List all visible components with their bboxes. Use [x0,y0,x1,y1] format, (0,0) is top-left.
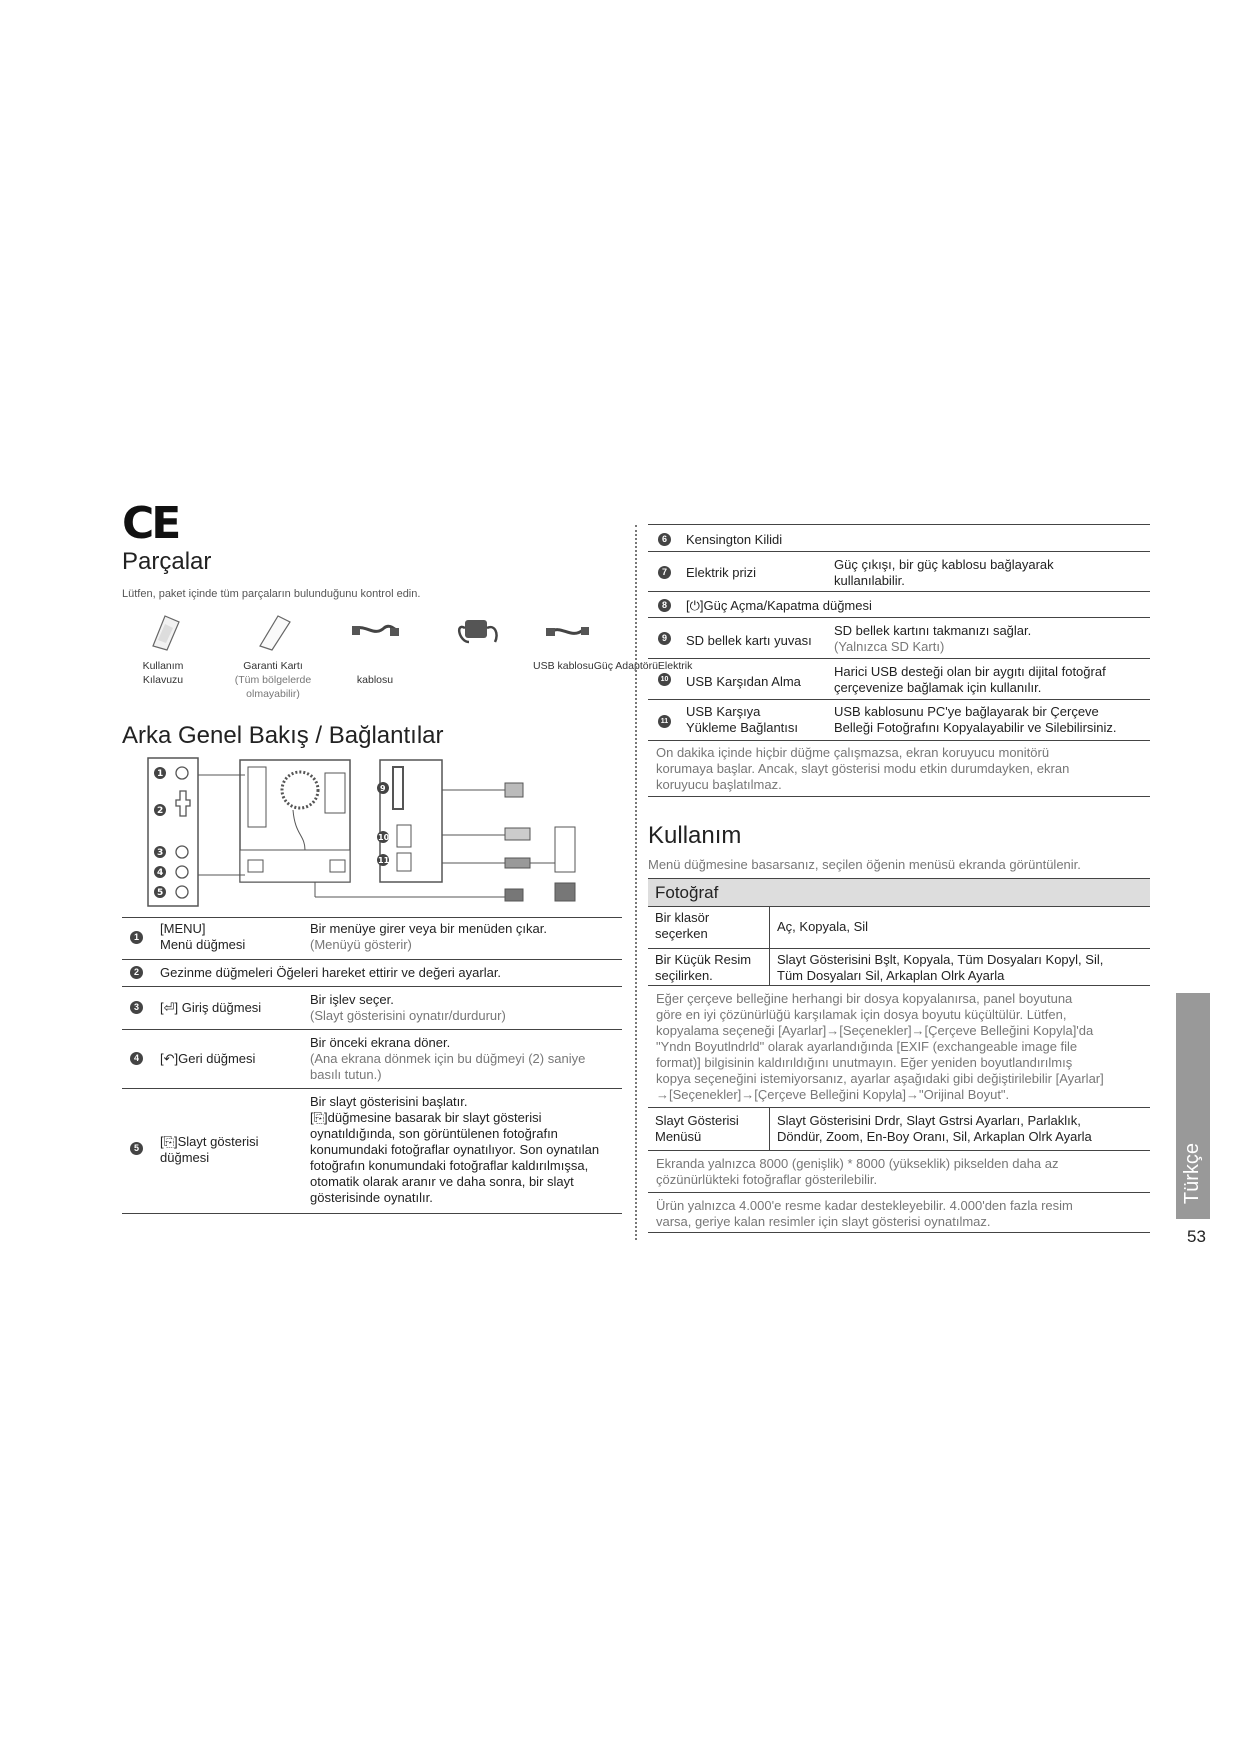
rule [122,986,622,987]
nav-label: Gezinme düğmeleri Öğeleri hareket ettirir ve değeri ayarlar. [160,965,502,980]
svg-text:1: 1 [157,769,164,779]
page-number: 53 [1187,1227,1206,1246]
parts-intro: Lütfen, paket içinde tüm parçaların bulunduğunu kontrol edin. [122,588,421,600]
usb-upload-label: USB Karşıya Yükleme Bağlantısı [686,704,799,735]
photo-section-title: Fotoğraf [655,883,719,902]
svg-text:11: 11 [378,856,390,865]
svg-text:5: 5 [157,888,164,898]
usage-intro: Menü düğmesine basarsanız, seçilen öğenin menüsü ekranda görüntülenir. [648,857,1081,872]
screensaver-note: On dakika içinde hiçbir düğme çalışmazsa, ekran koruyucu monitörü korumaya başlar. Ancak, slayt gösterisi modu etkin durumdayken, ekran koruyucu başlatılmaz. [656,745,1070,792]
back-desc: Bir önceki ekrana döner. (Ana ekrana dönmek için bu düğmeyi (2) saniye basılı tutun.) [310,1035,586,1082]
rule [648,1232,1150,1233]
right-row-power-button [648,594,1150,616]
slideshow-desc: Bir slayt gösterisini başlatır. [⎘]düğmesine basarak bir slayt gösterisi oynatıldığında, son görüntülenen fotoğrafın konumundaki fotoğraflar oynatılıyor. Son oynatılan fotoğrafın konumundaki fotoğraflar kaldırılmışsa, otomatik olarak aranır ve daha sonra, bir slayt gösterisinde oynatılır. [310,1094,600,1205]
parts-title: Parçalar [122,548,212,575]
right-row-usb-download [648,661,1150,699]
svg-text:2: 2 [157,806,164,816]
resolution-note: Ekranda yalnızca 8000 (genişlik) * 8000 (yükseklik) pikselden daha az çözünürlükteki fotoğraflar gösterilebilir. [656,1156,1059,1187]
left-row-back [122,1033,622,1087]
column-divider [635,525,637,1240]
svg-text:10: 10 [378,833,390,842]
right-row-usb-upload [648,702,1150,740]
folder-cell-2: Aç, Kopyala, Sil [777,919,869,934]
kensington-label: Kensington Kilidi [686,532,783,547]
resize-note: Eğer çerçeve belleğine herhangi bir dosya kopyalanırsa, panel boyutuna göre en iyi çözünürlüğü karşılamak için dosya boyutu küçültülür. Lütfen, kopyalama seçeneği [Ayarlar]→[Seçenekler]→[Çerçeve Belleğini Kopyla]'da "Yndn Boyutlndrld" olarak ayarlandığında [EXIF (exchangeable image file format)] bilgisinin kaldırıldığını unutmayın. Eğer yeniden boyutlandırılmış kopya seçeneğini istemiyorsanız, ayarlar aşağıdaki gibi değiştirilebilir [Ayarlar] →[Seçenekler]→[Çerçeve Belleğini Kopyla]→"Orijinal Boyut". [656,991,1104,1102]
left-row-slideshow [122,1092,622,1210]
thumbnail-cell-1: Bir Küçük Resim seçilirken. [655,952,752,983]
rule [648,1192,1150,1193]
photo-section-header [648,878,1150,907]
right-row-kensington [648,527,1150,551]
back-label: [↶]Geri düğmesi [160,1051,256,1066]
thumbnail-cell-2: Slayt Gösterisini Bşlt, Kopyala, Tüm Dosyaları Kopyl, Sil, Tüm Dosyaları Sil, Arkaplan Olrk Ayarla [777,952,1104,983]
rule [122,1029,622,1030]
cell-divider [769,1108,770,1150]
slideshow-menu-cell-1: Slayt Gösterisi Menüsü [655,1113,739,1144]
usage-title: Kullanım [648,822,742,849]
right-row-power-outlet [648,554,1150,592]
right-row-sd [648,620,1150,658]
sd-desc: SD bellek kartını takmanızı sağlar. (Yalnızca SD Kartı) [834,623,1032,654]
menu-label: [MENU] Menü düğmesi [160,921,246,952]
num-badge: 8 [658,599,671,612]
warranty-card-icon [252,612,296,652]
rule [122,959,622,960]
rule [648,740,1150,741]
usb-upload-desc: USB kablosunu PC'ye bağlayarak bir Çerçeve Belleği Fotoğrafını Kopyalayabilir ve Silebilirsiniz. [834,704,1117,735]
folder-cell-1: Bir klasör seçerken [655,910,710,941]
language-label: Türkçe [1181,1143,1203,1205]
rule [122,1088,622,1089]
usb-download-desc: Harici USB desteği olan bir aygıtı dijital fotoğraf çerçevenize bağlamak için kullanılır. [834,664,1106,695]
num-badge: 9 [658,632,671,645]
rule [648,617,1150,618]
sd-label: SD bellek kartı yuvası [686,633,812,648]
rule [648,658,1150,659]
rear-connections-diagram [145,755,605,910]
enter-desc: Bir işlev seçer. (Slayt gösterisini oynatır/durdurur) [310,992,506,1023]
slideshow-menu-cell-2: Slayt Gösterisini Drdr, Slayt Gstrsi Ayarları, Parlaklık, Döndür, Zoom, En-Boy Oranı, Sil, Arkaplan Olrk Ayarla [777,1113,1092,1144]
rule [122,917,622,918]
part-label-cable: kablosu [356,674,394,686]
num-badge: 11 [658,715,671,728]
rule [648,796,1150,797]
power-button-label: [⏻]Güç Açma/Kapatma düğmesi [686,598,872,613]
num-badge: 5 [130,1142,143,1155]
part-label-usb-adapter: USB kablosuGüç AdaptörüElektrik [533,660,693,672]
cable-icon [350,620,402,642]
usb-cable-icon [545,622,591,642]
language-sidebar [1176,993,1210,1219]
rule [122,1213,622,1214]
power-outlet-desc: Güç çıkışı, bir güç kablosu bağlayarak kullanılabilir. [834,557,1054,588]
left-row-menu [122,921,622,959]
num-badge: 10 [658,673,671,686]
left-row-enter [122,990,622,1028]
rule [648,591,1150,592]
photo-row-thumbnail [648,949,1150,986]
num-badge: 6 [658,533,671,546]
rule [648,699,1150,700]
svg-text:9: 9 [380,784,386,793]
num-badge: 4 [130,1052,143,1065]
rear-title: Arka Genel Bakış / Bağlantılar [122,722,444,749]
menu-desc: Bir menüye girer veya bir menüden çıkar. (Menüyü gösterir) [310,921,547,952]
num-badge: 1 [130,931,143,944]
image-limit-note: Ürün yalnızca 4.000'e resme kadar destekleyebilir. 4.000'den fazla resim varsa, geriye kalan resimler için slayt gösterisi oynatılmaz. [656,1198,1073,1229]
num-badge: 2 [130,966,143,979]
svg-text:4: 4 [157,868,164,878]
part-label-warranty: Garanti Kartı (Tüm bölgelerde olmayabilir) [234,660,312,700]
power-outlet-label: Elektrik prizi [686,565,757,580]
rule [648,551,1150,552]
slideshow-label: [⎘]Slayt gösterisi düğmesi [160,1134,259,1165]
usb-download-label: USB Karşıdan Alma [686,674,801,689]
photo-row-folder [648,906,1150,949]
num-badge: 3 [130,1001,143,1014]
part-label-manual: Kullanım Kılavuzu [142,660,184,686]
adapter-icon [455,612,501,648]
num-badge: 7 [658,566,671,579]
left-row-nav [122,962,622,984]
cell-divider [769,949,770,985]
slideshow-menu-row [648,1107,1150,1151]
manual-icon [145,612,185,652]
rule [648,524,1150,525]
cell-divider [769,906,770,948]
enter-label: [⏎] Giriş düğmesi [160,1000,262,1015]
svg-text:3: 3 [157,848,164,858]
ce-mark: CE [122,498,179,549]
